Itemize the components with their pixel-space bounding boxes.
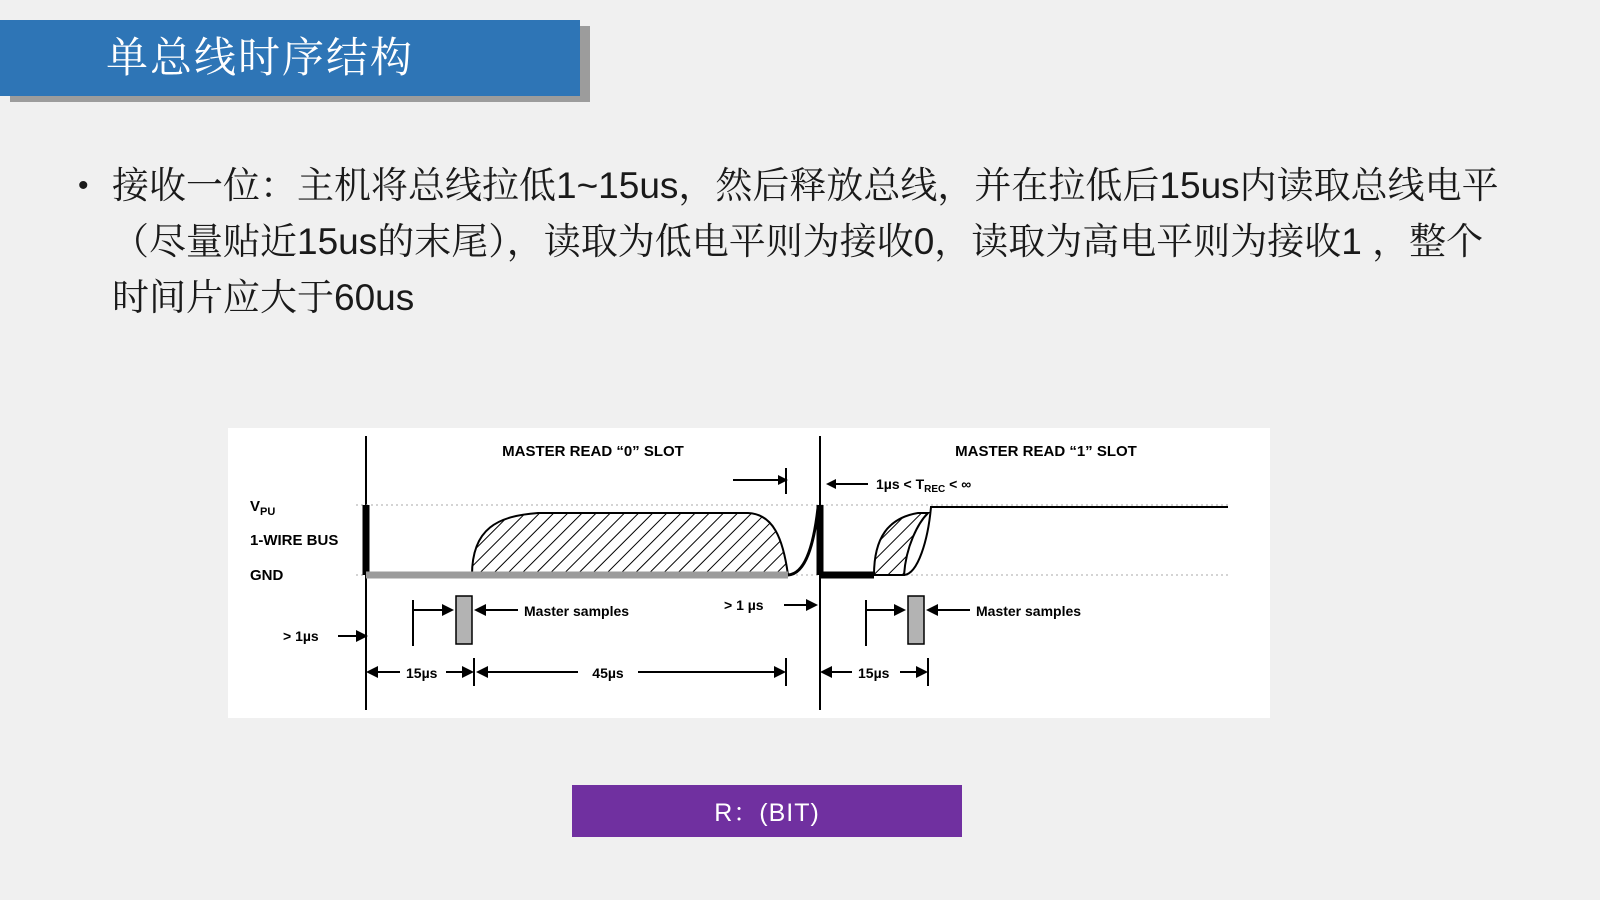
gnd-label: GND [250, 567, 284, 584]
master-samples-right-label: Master samples [976, 603, 1082, 619]
bullet-text: 接收一位：主机将总线拉低1~15us，然后释放总线，并在拉低后15us内读取总线电平（尽量贴近15us的末尾），读取为低电平则为接收0，读取为高电平则为接收1 ，整个时间片应大于60us [112, 165, 1499, 318]
master-sample-window-right [908, 596, 924, 644]
title-banner [0, 20, 580, 96]
bullet-paragraph [78, 158, 1538, 326]
read0-hatched-region [472, 513, 788, 575]
footer-label-text: R：(BIT) [714, 799, 820, 827]
bullet-marker: • [78, 169, 89, 202]
gt1us-left-label: > 1µs [283, 628, 319, 644]
right-slot-title: MASTER READ “1” SLOT [955, 443, 1137, 460]
left-slot-title: MASTER READ “0” SLOT [502, 443, 684, 460]
trec-annotation: $1\mu s < T_{REC}$ < ∞ [876, 476, 972, 495]
footer-label-badge [572, 785, 962, 837]
master-sample-window-left [456, 596, 472, 644]
master-samples-left-label: Master samples [524, 603, 630, 619]
timing-diagram-figure [228, 428, 1270, 718]
t15us-right-label: 15µs [858, 665, 890, 681]
gt1us-right-label: > 1 µs [724, 597, 764, 613]
page-title: 单总线时序结构 [106, 34, 415, 81]
bus-label: 1-WIRE BUS [250, 532, 339, 549]
t15us-left-label: 15µs [406, 665, 438, 681]
t45us-label: 45µs [592, 665, 624, 681]
vpu-label: $V_{PU}$ [250, 498, 276, 518]
timing-diagram-svg [228, 428, 1270, 718]
